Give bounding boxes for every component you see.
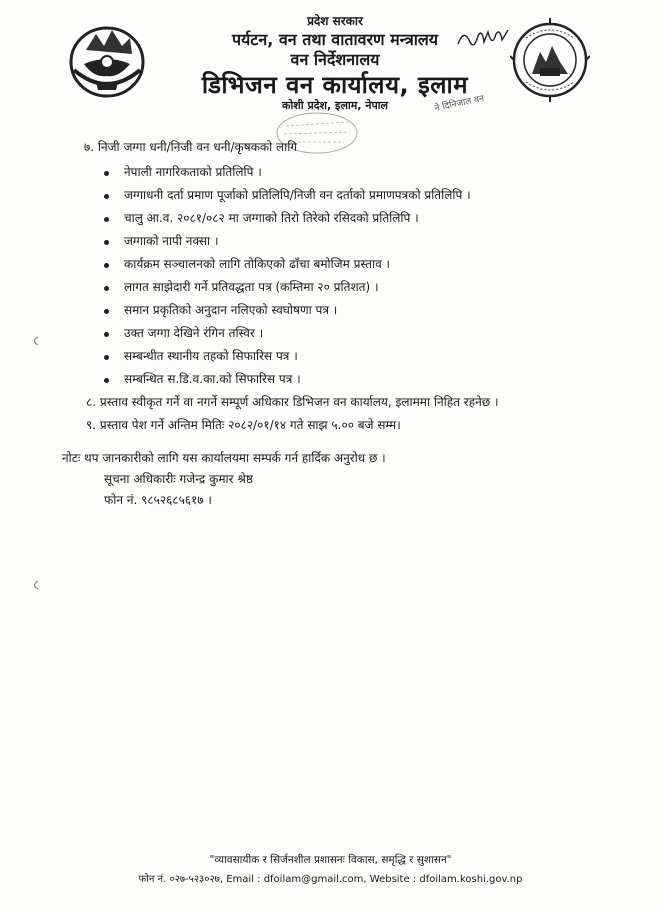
list-item: कार्यक्रम सञ्चालनको लागि तोकिएको ढाँचा बमोजिम प्रस्ताव । [124, 257, 391, 271]
list-item: नेपाली नागरिकताको प्रतिलिपि । [124, 165, 262, 179]
bullet-dot [104, 355, 109, 360]
footer-contact: फोन नं. ०२७-५२३०२७, Email : dfoilam@gmail.com, Website : dfoilam.koshi.gov.np [138, 874, 523, 885]
office-seal-icon [510, 16, 590, 106]
footer-slogan: "व्यावसायीक र सिर्जनशील प्रशासनः विकास, समृद्धि र सुशासन" [209, 854, 452, 866]
header-government: प्रदेश सरकार [307, 14, 363, 28]
note-line: नोटः थप जानकारीको लागि यस कार्यालयमा सम्पर्क गर्न हार्दिक अनुरोध छ । [62, 451, 386, 465]
header-address: कोशी प्रदेश, इलाम, नेपाल [282, 99, 388, 112]
list-item: लागत साझेदारी गर्ने प्रतिवद्धता पत्र (कम्तिमा २० प्रतिशत) । [124, 280, 379, 294]
bullet-dot [104, 194, 109, 199]
information-officer: सूचना अधिकारीः गजेन्द्र कुमार श्रेष्ठ [104, 472, 253, 486]
bullet-dot [104, 217, 109, 222]
list-item: उक्त जग्गा देखिने रंगिन तस्विर । [124, 326, 264, 340]
bullet-dot [104, 309, 109, 314]
punch-hole-mark [30, 580, 40, 590]
bullet-dot [104, 263, 109, 268]
point-9: ९. प्रस्ताव पेश गर्ने अन्तिम मितिः २०८२/०१/१४ गते साझ ५.०० बजे सम्म। [86, 418, 401, 432]
bullet-dot [104, 171, 109, 176]
point-8: ८. प्रस्ताव स्वीकृत गर्ने वा नगर्ने सम्पूर्ण अधिकार डिभिजन वन कार्यालय, इलाममा निहित रहनेछ । [86, 395, 499, 409]
section-7-heading: ७. निजी जग्गा धनी/निजी वन धनी/कृषकको लागि [84, 140, 298, 154]
list-item: चालु आ.व. २०८१/०८२ मा जग्गाको तिरो तिरेको रसिदको प्रतिलिपि । [124, 211, 419, 225]
phone-number: फोन नं. ९८५२६८५६१७ । [104, 493, 212, 507]
list-item: सम्बन्धीत स्थानीय तहको सिफारिस पत्र । [124, 349, 298, 363]
list-item: जग्गाधनी दर्ता प्रमाण पूर्जाको प्रतिलिपि/निजी वन दर्ताको प्रमाणपत्रको प्रतिलिपि । [124, 188, 471, 202]
bullet-dot [104, 332, 109, 337]
nepal-emblem-icon [66, 20, 148, 102]
stamp-text: ने दिनिजाल वन [433, 93, 486, 115]
list-item: सम्बन्धित स.डि.व.का.को सिफारिस पत्र । [124, 372, 301, 386]
header-office-name: डिभिजन वन कार्यालय, इलाम [201, 71, 469, 99]
punch-hole-mark [30, 336, 40, 346]
list-item: जग्गाको नापी नक्सा । [124, 234, 219, 248]
handwritten-signature [456, 26, 510, 52]
list-item: समान प्रकृतिको अनुदान नलिएको स्वघोषणा पत्र । [124, 303, 338, 317]
bullet-dot [104, 286, 109, 291]
bullet-dot [104, 240, 109, 245]
bullet-dot [104, 378, 109, 383]
header-directorate: वन निर्देशनालय [290, 50, 380, 69]
header-ministry: पर्यटन, वन तथा वातावरण मन्त्रालय [231, 30, 439, 49]
